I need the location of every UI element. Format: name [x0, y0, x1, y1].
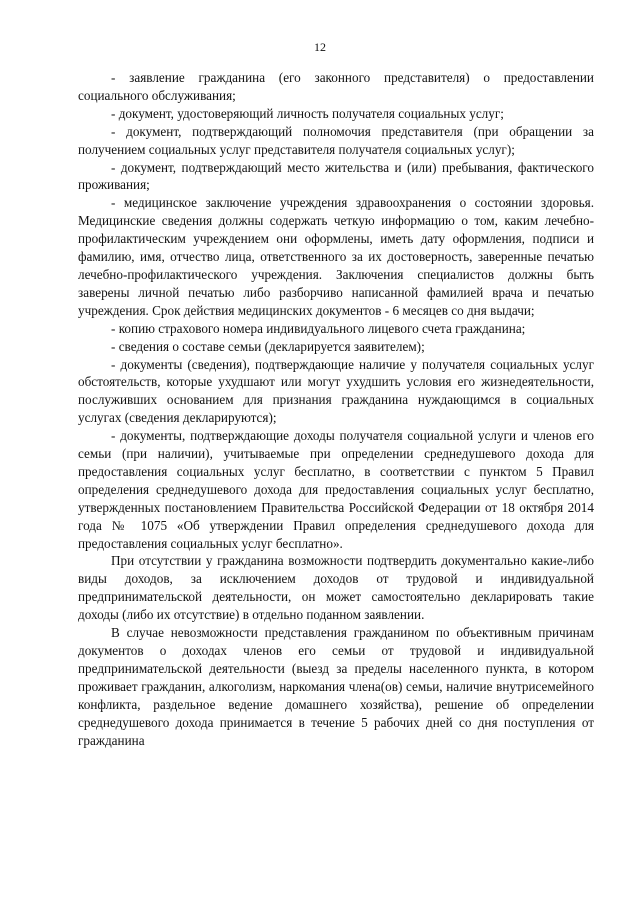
list-item-family-composition: - сведения о составе семьи (декларируется заявителем);	[111, 338, 425, 354]
page-number: 12	[314, 40, 326, 54]
list-item-living-conditions: - документы (сведения), подтверждающие наличие у получателя социальных услуг обстоятельств, которые ухудшают или могут ухудшить условия его жизнедеятельности, послуживших основанием для признания гражданина нуждающимся в социальных услугах (сведения декларируются);	[78, 356, 594, 426]
list-item-income-documents: - документы, подтверждающие доходы получателя социальной услуги и членов его семьи (при наличии), учитываемые при определении среднедушевого дохода для предоставления социальных услуг бесплатно, в соответствии с пунктом 5 Правил определения среднедушевого дохода для предоставления социальных услуг бесплатно, утвержденных постановлением Правительства Российской Федерации от 18 октября 2014 года № 1075 «Об утверждении Правил определения среднедушевого дохода для предоставления социальных услуг бесплатно».	[78, 428, 594, 551]
list-item-residence-document: - документ, подтверждающий место жительства и (или) пребывания, фактического проживания;	[78, 159, 594, 193]
document-body	[78, 69, 594, 749]
list-item-insurance-number: - копию страхового номера индивидуального лицевого счета гражданина;	[111, 320, 526, 336]
list-item-representative-authority: - документ, подтверждающий полномочия представителя (при обращении за получением социальных услуг представителя получателя социальных услуг);	[78, 123, 594, 157]
paragraph-income-declaration: При отсутствии у гражданина возможности подтвердить документально какие-либо виды доходов, за исключением доходов от трудовой и индивидуальной предпринимательской деятельности, он может самостоятельно декларировать такие доходы (либо их отсутствие) в отдельно поданном заявлении.	[78, 553, 594, 623]
list-item-identity-document: - документ, удостоверяющий личность получателя социальных услуг;	[111, 105, 504, 121]
list-item-medical-conclusion: - медицинское заключение учреждения здравоохранения о состоянии здоровья. Медицинские сведения должны содержать четкую информацию о том, каким лечебно-профилактическим учреждением они оформлены, иметь дату оформления, подписи и фамилию, имя, отчество лица, ответственного за их достоверность, заверенные печатью лечебно-профилактического учреждения. Заключения специалистов должны быть заверены личной печатью либо разборчиво написанной фамилией врача и печатью учреждения. Срок действия медицинских документов - 6 месяцев со дня выдачи;	[78, 195, 594, 318]
paragraph-income-impossibility: В случае невозможности представления гражданином по объективным причинам документов о доходах членов его семьи от трудовой и индивидуальной предпринимательской деятельности (выезд за пределы населенного пункта, в котором проживает гражданин, алкоголизм, наркомания члена(ов) семьи, наличие внутрисемейного конфликта, раздельное ведение домашнего хозяйства), решение об определении среднедушевого дохода принимается в течение 5 рабочих дней со дня поступления от гражданина	[78, 625, 594, 748]
list-item-application: - заявление гражданина (его законного представителя) о предоставлении социального обслуживания;	[78, 70, 594, 103]
